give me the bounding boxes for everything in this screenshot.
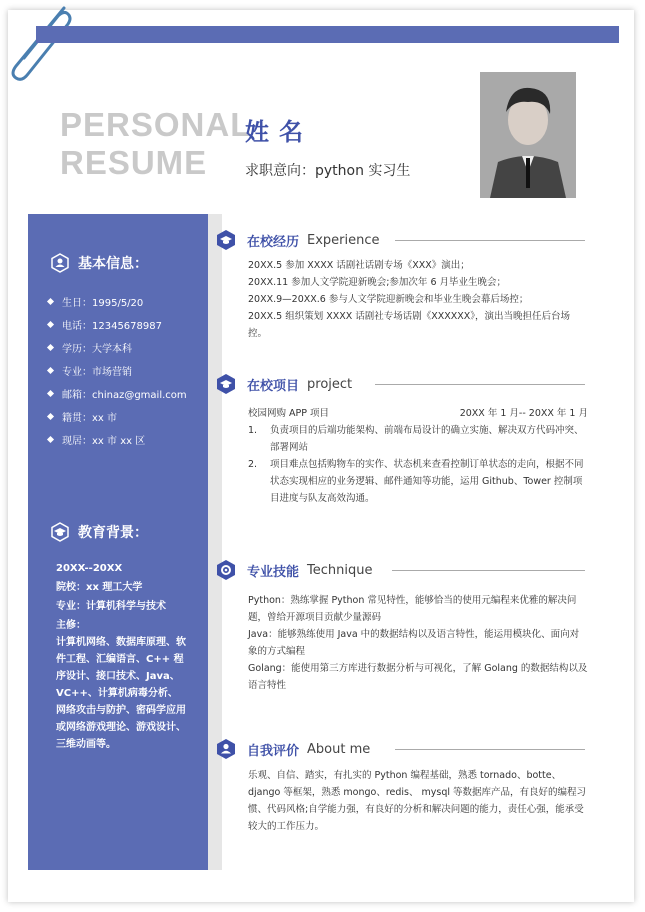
- info-phone: 电话：12345678987: [48, 313, 187, 336]
- experience-line: 20XX.5 参加 XXXX 话剧社话剧专场《XXX》演出；: [248, 260, 470, 271]
- project-title-cn: 在校项目: [247, 378, 300, 394]
- skill-line: Java：能够熟练使用 Java 中的数据结构以及语言特性，能运用模块化、面向对象的方式编程: [248, 629, 580, 657]
- project-divider: [375, 384, 585, 385]
- info-hometown: 籍贯：xx 市: [48, 405, 187, 428]
- experience-title-en: Experience: [307, 232, 380, 248]
- experience-line: 20XX.5 组织策划 XXXX 话剧社专场话剧《XXXXXX》，演出当晚担任后台场控。: [248, 311, 571, 339]
- education-heading: [50, 522, 148, 542]
- info-email: 邮箱：chinaz@gmail.com: [48, 382, 187, 405]
- experience-divider: [395, 240, 585, 241]
- edu-major: 专业：计算机科学与技术: [56, 601, 166, 612]
- skills-title-cn: 专业技能: [247, 564, 300, 580]
- skills-divider: [392, 570, 585, 571]
- info-birthday: 生日：1995/5/20: [48, 290, 187, 313]
- user-hex-icon: [50, 253, 70, 273]
- experience-heading: [215, 229, 380, 251]
- basic-info-title: 基本信息：: [78, 256, 148, 272]
- person-icon: [215, 738, 237, 760]
- edu-courses: 计算机网络、数据库原理、软件工程、汇编语言、C++ 程序设计、接口技术、Java、VC++、计算机病毒分析、网络攻击与防护、密码学应用或网络游戏理论、游戏设计、三维动画等。: [56, 637, 186, 750]
- sidebar-strip: [208, 214, 222, 870]
- graduation-cap-icon: [215, 373, 237, 395]
- project-name: 校园网购 APP 项目: [248, 408, 329, 419]
- info-residence: 现居：xx 市 xx 区: [48, 428, 187, 451]
- project-heading: [215, 373, 352, 395]
- about-body: [248, 767, 588, 835]
- resume-word: RESUME: [60, 144, 208, 181]
- personal-word: PERSONAL: [60, 106, 252, 143]
- skills-title-en: Technique: [307, 562, 373, 578]
- edu-courses-label: 主修：: [56, 620, 86, 631]
- skills-body: [248, 592, 588, 694]
- edu-years: 20XX--20XX: [56, 563, 123, 574]
- candidate-name: 姓名: [245, 118, 313, 146]
- graduation-hex-icon: [50, 522, 70, 542]
- education-title: 教育背景：: [78, 525, 148, 541]
- skills-heading: [215, 559, 372, 581]
- edu-school: 院校：xx 理工大学: [56, 582, 143, 593]
- project-body: [248, 405, 588, 507]
- gear-icon: [215, 559, 237, 581]
- education-details: [56, 560, 186, 755]
- about-title-cn: 自我评价: [247, 743, 300, 759]
- job-intent: 求职意向：python 实习生: [245, 163, 411, 179]
- graduation-cap-icon: [215, 229, 237, 251]
- about-text: 乐观、自信、踏实，有扎实的 Python 编程基础，熟悉 tornado、botte、django 等框架，熟悉 mongo、redis、 mysql 等数据库产品，有良好的编程习惯、代码风格;自学能力强，有良好的分析和解决问题的能力，责任心强，能承受较大的工作压力。: [248, 770, 587, 832]
- project-item: 1. 负责项目的后端功能架构、前端布局设计的确立实施、解决双方代码冲突、部署网站: [248, 425, 584, 453]
- about-divider: [395, 749, 585, 750]
- about-title-en: About me: [307, 741, 371, 757]
- experience-body: [248, 257, 588, 342]
- about-heading: [215, 738, 370, 760]
- info-major: 专业：市场营销: [48, 359, 187, 382]
- project-row: [248, 405, 588, 422]
- experience-title-cn: 在校经历: [247, 234, 300, 250]
- experience-line: 20XX.11 参加人文学院迎新晚会;参加次年 6 月毕业生晚会；: [248, 277, 507, 288]
- project-title-en: project: [307, 376, 353, 392]
- basic-info-heading: [50, 253, 148, 273]
- project-period: 20XX 年 1 月-- 20XX 年 1 月: [459, 408, 588, 419]
- header-accent-bar: [36, 26, 619, 43]
- skill-line: Golang：能使用第三方库进行数据分析与可视化，了解 Golang 的数据结构以及语言特性: [248, 663, 588, 691]
- experience-line: 20XX.9—20XX.6 参与人文学院迎新晚会和毕业生晚会幕后场控；: [248, 294, 529, 305]
- info-education: 学历：大学本科: [48, 336, 187, 359]
- skill-line: Python：熟练掌握 Python 常见特性，能够恰当的使用元编程来优雅的解决问题，曾给开源项目贡献少量源码: [248, 595, 577, 623]
- profile-photo: [480, 72, 576, 198]
- basic-info-list: [48, 290, 187, 451]
- project-item: 2. 项目难点包括购物车的实作、状态机来查看控制订单状态的走向，根据不同状态实现相应的业务逻辑、邮件通知等功能，运用 Github、Tower 控制项目进度与队友高效沟通。: [248, 459, 584, 504]
